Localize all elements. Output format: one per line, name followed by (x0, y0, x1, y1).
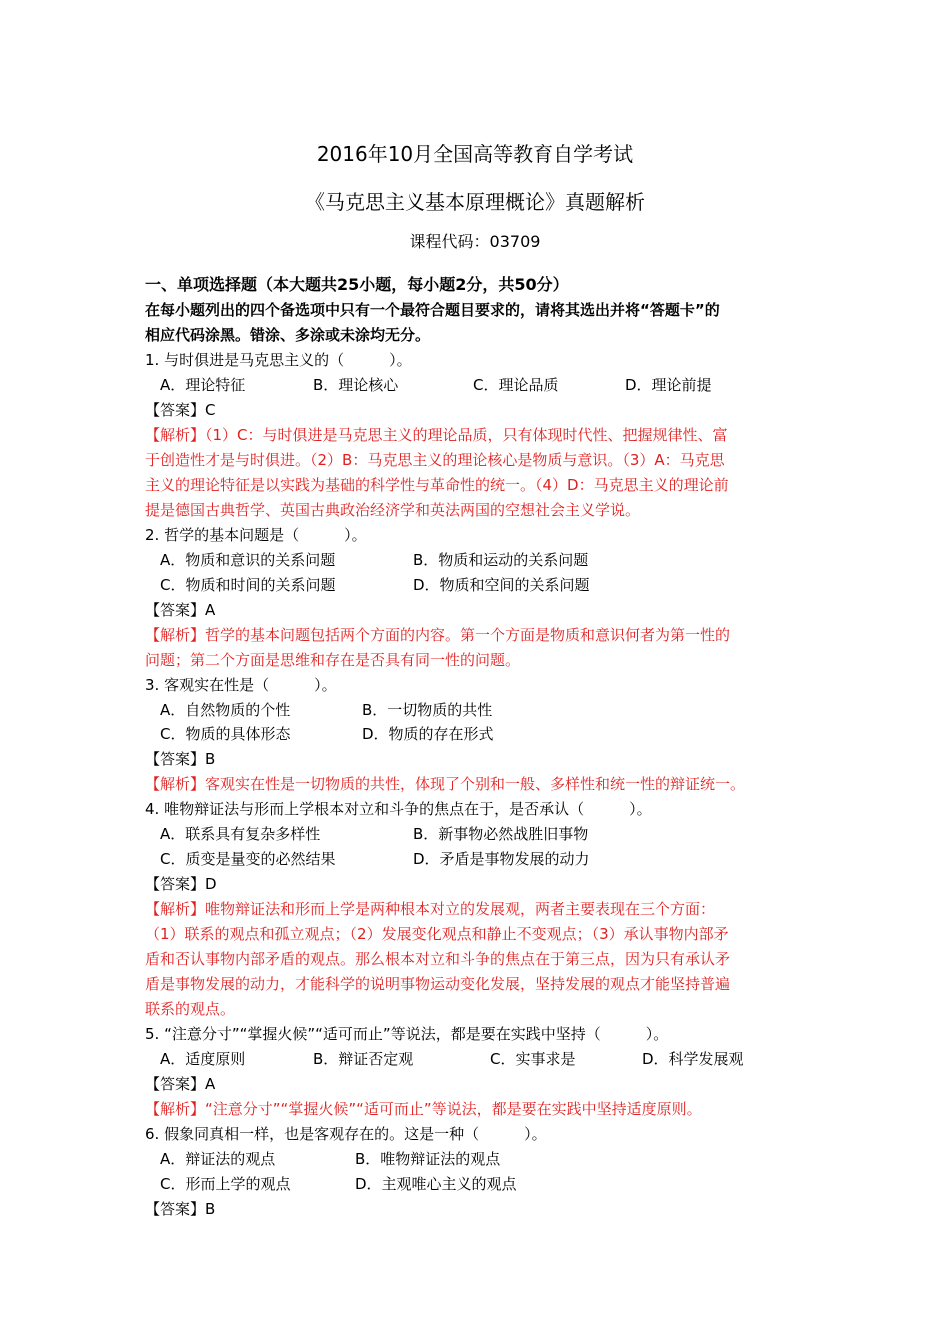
option-a: A．自然物质的个性 (160, 701, 291, 719)
option-d: D．理论前提 (625, 376, 712, 394)
option-d: D．矛盾是事物发展的动力 (413, 850, 590, 868)
option-a: A．物质和意识的关系问题 (160, 551, 336, 569)
option-c: C．实事求是 (490, 1050, 576, 1068)
option-c: C．理论品质 (473, 376, 559, 394)
analysis-line: 主义的理论特征是以实践为基础的科学性与革命性的统一。（4）D：马克思主义的理论前 (145, 476, 729, 494)
subject-title: 《马克思主义基本原理概论》真题解析 (305, 190, 645, 214)
analysis-line: （1）联系的观点和孤立观点；（2）发展变化观点和静止不变观点；（3）承认事物内部矛 (145, 925, 729, 943)
section-heading: 一、单项选择题（本大题共25小题，每小题2分，共50分） (145, 275, 569, 294)
option-c: C．质变是量变的必然结果 (160, 850, 336, 868)
option-b: B．新事物必然战胜旧事物 (413, 825, 589, 843)
option-b: B．物质和运动的关系问题 (413, 551, 589, 569)
instructions-line: 相应代码涂黑。错涂、多涂或未涂均无分。 (145, 326, 431, 344)
analysis-line: 提是德国古典哲学、英国古典政治经济学和英法两国的空想社会主义学说。 (145, 501, 641, 519)
analysis-line: 【解析】（1）C：与时俱进是马克思主义的理论品质，只有体现时代性、把握规律性、富 (145, 426, 728, 444)
option-b: B．辩证否定观 (313, 1050, 414, 1068)
option-c: C．形而上学的观点 (160, 1175, 291, 1193)
option-c: C．物质的具体形态 (160, 725, 291, 743)
analysis-line: 盾和否认事物内部矛盾的观点。那么根本对立和斗争的焦点在于第三点，因为只有承认矛 (145, 950, 731, 968)
option-d: D．科学发展观 (642, 1050, 744, 1068)
analysis-line: 问题；第二个方面是思维和存在是否具有同一性的问题。 (145, 651, 521, 669)
analysis-line: 【解析】哲学的基本问题包括两个方面的内容。第一个方面是物质和意识何者为第一性的 (145, 626, 731, 644)
question-stem: 5. “注意分寸”“掌握火候”“适可而止”等说法，都是要在实践中坚持（ ）。 (145, 1025, 669, 1043)
option-d: D．物质的存在形式 (362, 725, 494, 743)
option-a: A．联系具有复杂多样性 (160, 825, 321, 843)
question-stem: 3. 客观实在性是（ ）。 (145, 676, 337, 694)
answer: 【答案】A (145, 1075, 216, 1093)
option-c: C．物质和时间的关系问题 (160, 576, 336, 594)
answer: 【答案】B (145, 1200, 216, 1218)
answer: 【答案】B (145, 750, 216, 768)
course-code: 课程代码：03709 (409, 232, 541, 251)
question-stem: 6. 假象同真相一样，也是客观存在的。这是一种（ ）。 (145, 1125, 547, 1143)
option-b: B．唯物辩证法的观点 (355, 1150, 501, 1168)
analysis-line: 【解析】唯物辩证法和形而上学是两种根本对立的发展观，两者主要表现在三个方面： (145, 900, 716, 918)
analysis-line: 于创造性才是与时俱进。（2）B：马克思主义的理论核心是物质与意识。（3）A：马克思 (145, 451, 725, 469)
analysis-line: 联系的观点。 (145, 1000, 236, 1018)
analysis-line: 【解析】客观实在性是一切物质的共性，体现了个别和一般、多样性和统一性的辩证统一。 (145, 775, 746, 793)
instructions-line: 在每小题列出的四个备选项中只有一个最符合题目要求的，请将其选出并将“答题卡”的 (145, 301, 720, 319)
exam-title: 2016年10月全国高等教育自学考试 (316, 142, 634, 166)
analysis-line: 【解析】“注意分寸”“掌握火候”“适可而止”等说法，都是要在实践中坚持适度原则。 (145, 1100, 702, 1118)
option-d: D．主观唯心主义的观点 (355, 1175, 517, 1193)
option-a: A．适度原则 (160, 1050, 246, 1068)
answer: 【答案】A (145, 601, 216, 619)
analysis-line: 盾是事物发展的动力，才能科学的说明事物运动变化发展，坚持发展的观点才能坚持普遍 (145, 975, 731, 993)
option-a: A．理论特征 (160, 376, 246, 394)
option-b: B．理论核心 (313, 376, 399, 394)
option-d: D．物质和空间的关系问题 (413, 576, 590, 594)
answer: 【答案】C (145, 401, 216, 419)
option-a: A．辩证法的观点 (160, 1150, 276, 1168)
option-b: B．一切物质的共性 (362, 701, 493, 719)
answer: 【答案】D (145, 875, 217, 893)
question-stem: 2. 哲学的基本问题是（ ）。 (145, 526, 367, 544)
question-stem: 4. 唯物辩证法与形而上学根本对立和斗争的焦点在于，是否承认（ ）。 (145, 800, 652, 818)
question-stem: 1. 与时俱进是马克思主义的（ ）。 (145, 351, 412, 369)
